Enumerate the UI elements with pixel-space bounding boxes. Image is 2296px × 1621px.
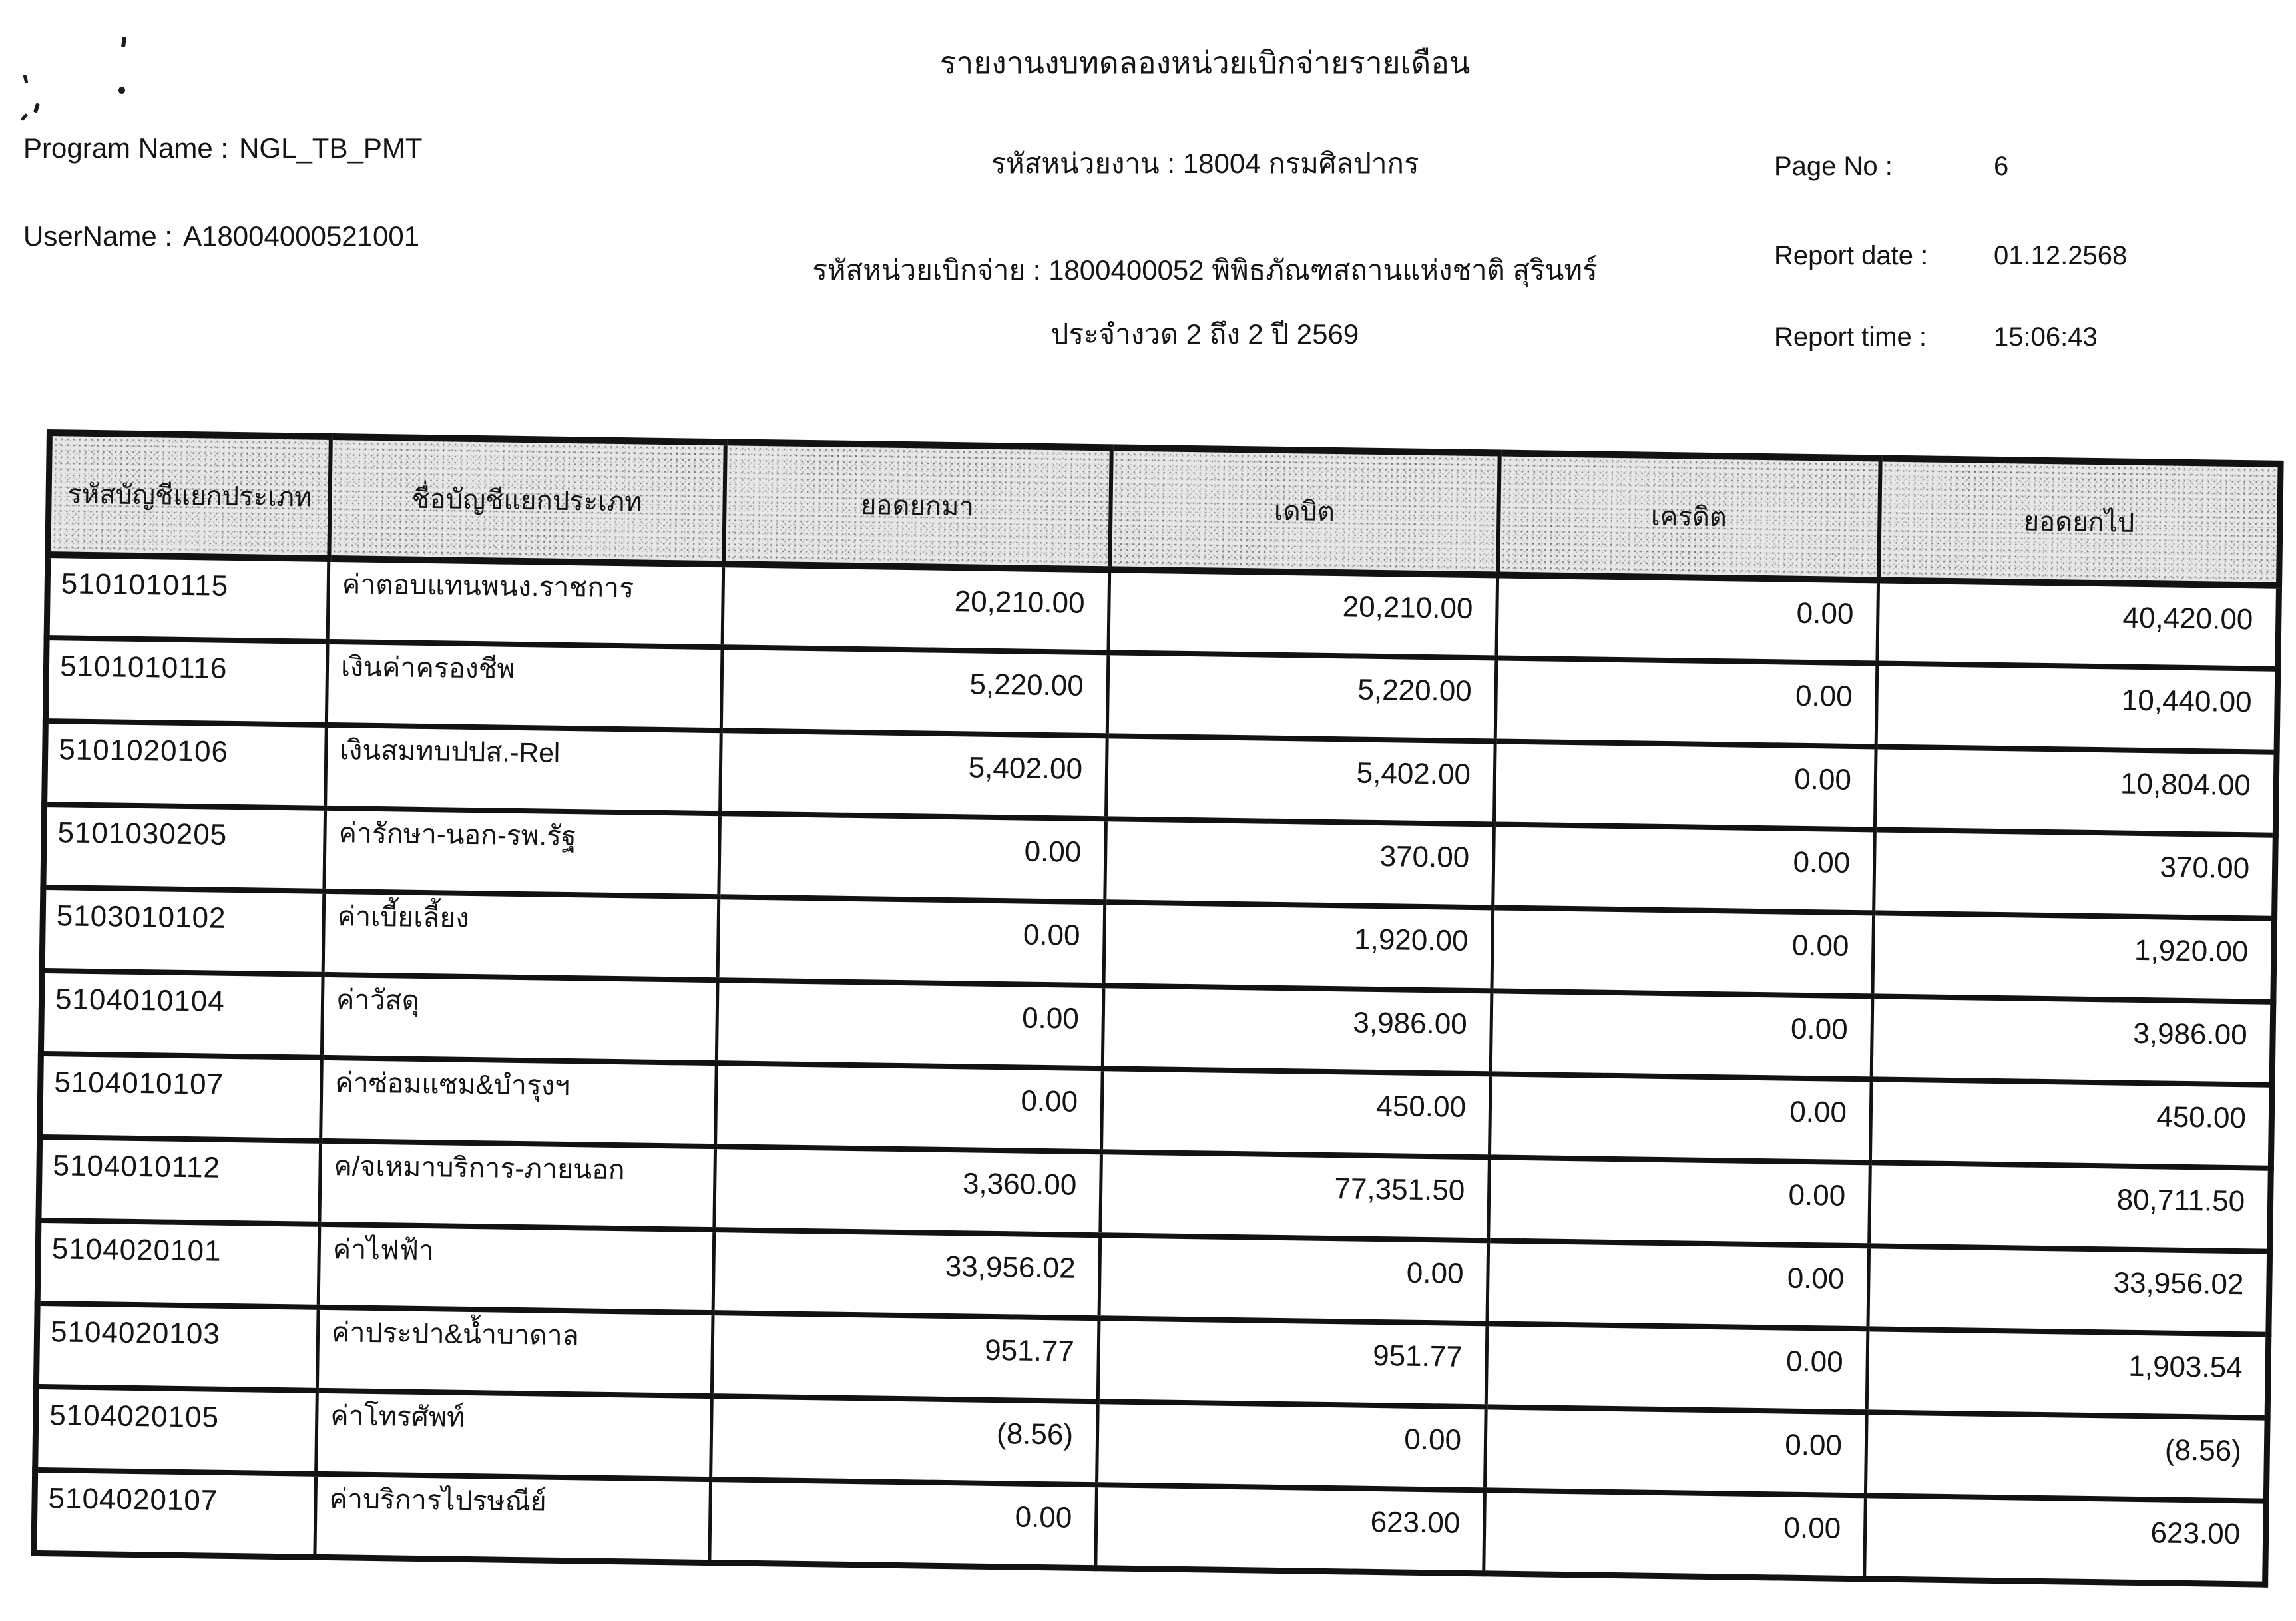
page-no-value: 6 — [1994, 152, 2009, 181]
report-time-value: 15:06:43 — [1994, 322, 2098, 351]
closing-balance-cell: 40,420.00 — [1877, 580, 2279, 668]
account-code-cell: 5104010112 — [39, 1137, 321, 1224]
credit-cell: 0.00 — [1494, 741, 1876, 829]
credit-cell: 0.00 — [1486, 1323, 1868, 1412]
program-name-label: Program Name : — [23, 132, 229, 164]
credit-cell: 0.00 — [1485, 1407, 1867, 1495]
username-line — [23, 221, 419, 252]
debit-cell: 5,402.00 — [1106, 736, 1495, 824]
scan-artifact — [21, 113, 29, 121]
account-name-cell: ค/จเหมาบริการ-ภายนอก — [320, 1141, 716, 1230]
closing-balance-cell: 370.00 — [1874, 829, 2276, 918]
debit-cell: 1,920.00 — [1104, 902, 1493, 991]
debit-cell: 0.00 — [1099, 1235, 1489, 1323]
col-header-debit: เดบิต — [1110, 447, 1499, 575]
closing-balance-cell: 10,440.00 — [1876, 663, 2278, 752]
debit-cell: 623.00 — [1096, 1485, 1485, 1573]
scan-artifact — [33, 103, 40, 113]
closing-balance-cell: (8.56) — [1865, 1412, 2267, 1501]
account-code-cell: 5104020103 — [36, 1303, 318, 1391]
opening-balance-cell: 0.00 — [716, 1063, 1103, 1152]
account-name-cell: ค่าซ่อมแซม&บำรุงฯ — [321, 1058, 717, 1146]
program-name-value: NGL_TB_PMT — [239, 132, 423, 164]
opening-balance-cell: 0.00 — [710, 1479, 1097, 1568]
scan-artifact — [121, 37, 126, 48]
trial-balance-table — [31, 429, 2283, 1587]
report-time-line — [1774, 322, 2293, 351]
closing-balance-cell: 3,986.00 — [1871, 996, 2273, 1084]
closing-balance-cell: 1,920.00 — [1873, 913, 2275, 1001]
opening-balance-cell: 3,360.00 — [714, 1146, 1102, 1235]
debit-cell: 0.00 — [1097, 1401, 1487, 1490]
closing-balance-cell: 10,804.00 — [1875, 746, 2277, 835]
account-code-cell: 5101010115 — [47, 555, 329, 642]
scan-artifact — [118, 87, 125, 94]
page-no-label: Page No : — [1774, 152, 1893, 181]
opening-balance-cell: 33,956.02 — [713, 1230, 1100, 1318]
closing-balance-cell: 1,903.54 — [1867, 1329, 2269, 1417]
debit-cell: 450.00 — [1102, 1068, 1491, 1157]
debit-cell: 77,351.50 — [1100, 1152, 1490, 1240]
credit-cell: 0.00 — [1495, 658, 1877, 746]
account-name-cell: ค่าเบี้ยเลี้ยง — [323, 891, 719, 980]
account-code-cell: 5104020101 — [37, 1220, 320, 1307]
credit-cell: 0.00 — [1489, 1157, 1871, 1246]
credit-cell: 0.00 — [1487, 1240, 1869, 1329]
account-name-cell: ค่าตอบแทนพนง.ราชการ — [328, 559, 724, 647]
credit-cell: 0.00 — [1493, 824, 1875, 913]
opening-balance-cell: 0.00 — [716, 980, 1104, 1068]
username-value: A18004000521001 — [183, 220, 420, 252]
col-header-account-code: รหัสบัญชีแยกประเภท — [48, 433, 331, 559]
account-name-cell: ค่าประปา&น้ำบาดาล — [317, 1307, 713, 1396]
opening-balance-cell: 951.77 — [712, 1313, 1099, 1401]
debit-cell: 951.77 — [1098, 1318, 1487, 1407]
report-date-value: 01.12.2568 — [1994, 241, 2128, 270]
col-header-opening-balance: ยอดยกมา — [724, 442, 1111, 569]
opening-balance-cell: 0.00 — [719, 813, 1106, 902]
opening-balance-cell: 20,210.00 — [722, 564, 1110, 652]
credit-cell: 0.00 — [1491, 991, 1873, 1079]
account-name-cell: ค่าวัสดุ — [322, 975, 718, 1063]
period-line: ประจำงวด 2 ถึง 2 ปี 2569 — [1050, 318, 1359, 349]
closing-balance-cell: 450.00 — [1870, 1079, 2272, 1168]
col-header-closing-balance: ยอดยกไป — [1879, 458, 2281, 585]
account-name-cell: เงินค่าครองชีพ — [326, 642, 722, 730]
credit-cell: 0.00 — [1489, 1074, 1871, 1162]
credit-cell: 0.00 — [1484, 1490, 1866, 1578]
account-name-cell: ค่าโทรศัพท์ — [316, 1391, 712, 1479]
table-body — [34, 555, 2279, 1584]
account-code-cell: 5103010102 — [42, 887, 324, 975]
report-title: รายงานงบทดลองหน่วยเบิกจ่ายรายเดือน — [939, 45, 1471, 80]
account-code-cell: 5104020107 — [34, 1470, 316, 1557]
account-name-cell: เงินสมทบปปส.-Rel — [326, 725, 722, 813]
debit-cell: 5,220.00 — [1107, 652, 1496, 741]
closing-balance-cell: 623.00 — [1865, 1495, 2267, 1584]
report-time-label: Report time : — [1774, 322, 1927, 351]
username-label: UserName : — [23, 220, 173, 252]
closing-balance-cell: 33,956.02 — [1868, 1246, 2270, 1334]
opening-balance-cell: 0.00 — [718, 897, 1105, 985]
account-code-cell: 5104020105 — [35, 1387, 318, 1474]
credit-cell: 0.00 — [1496, 575, 1879, 663]
account-name-cell: ค่ารักษา-นอก-รพ.รัฐ — [324, 808, 720, 897]
debit-cell: 20,210.00 — [1108, 569, 1498, 658]
account-code-cell: 5101020106 — [45, 721, 327, 808]
opening-balance-cell: (8.56) — [711, 1396, 1098, 1485]
closing-balance-cell: 80,711.50 — [1869, 1162, 2271, 1251]
opening-balance-cell: 5,220.00 — [721, 647, 1108, 736]
agency-code-line: รหัสหน่วยงาน : 18004 กรมศิลปากร — [991, 148, 1419, 179]
account-code-cell: 5101010116 — [45, 638, 328, 725]
credit-cell: 0.00 — [1492, 907, 1874, 996]
opening-balance-cell: 5,402.00 — [720, 730, 1108, 819]
scan-artifact — [23, 75, 29, 84]
page-no-line — [1774, 152, 2293, 181]
account-name-cell: ค่าไฟฟ้า — [318, 1224, 714, 1313]
report-date-line — [1774, 241, 2293, 270]
col-header-account-name: ชื่อบัญชีแยกประเภท — [329, 437, 725, 564]
col-header-credit: เครดิต — [1498, 453, 1880, 580]
program-name-line — [23, 133, 423, 164]
report-date-label: Report date : — [1774, 241, 1929, 270]
debit-cell: 370.00 — [1105, 819, 1494, 907]
trial-balance-table-wrap — [31, 429, 2277, 1587]
debit-cell: 3,986.00 — [1102, 985, 1492, 1074]
account-code-cell: 5104010107 — [40, 1054, 322, 1141]
disbursement-unit-line: รหัสหน่วยเบิกจ่าย : 1800400052 พิพิธภัณฑสถานแห่งชาติ สุรินทร์ — [812, 254, 1598, 286]
account-code-cell: 5104010104 — [41, 971, 323, 1058]
account-code-cell: 5101030205 — [43, 804, 326, 891]
account-name-cell: ค่าบริการไปรษณีย์ — [315, 1474, 711, 1562]
